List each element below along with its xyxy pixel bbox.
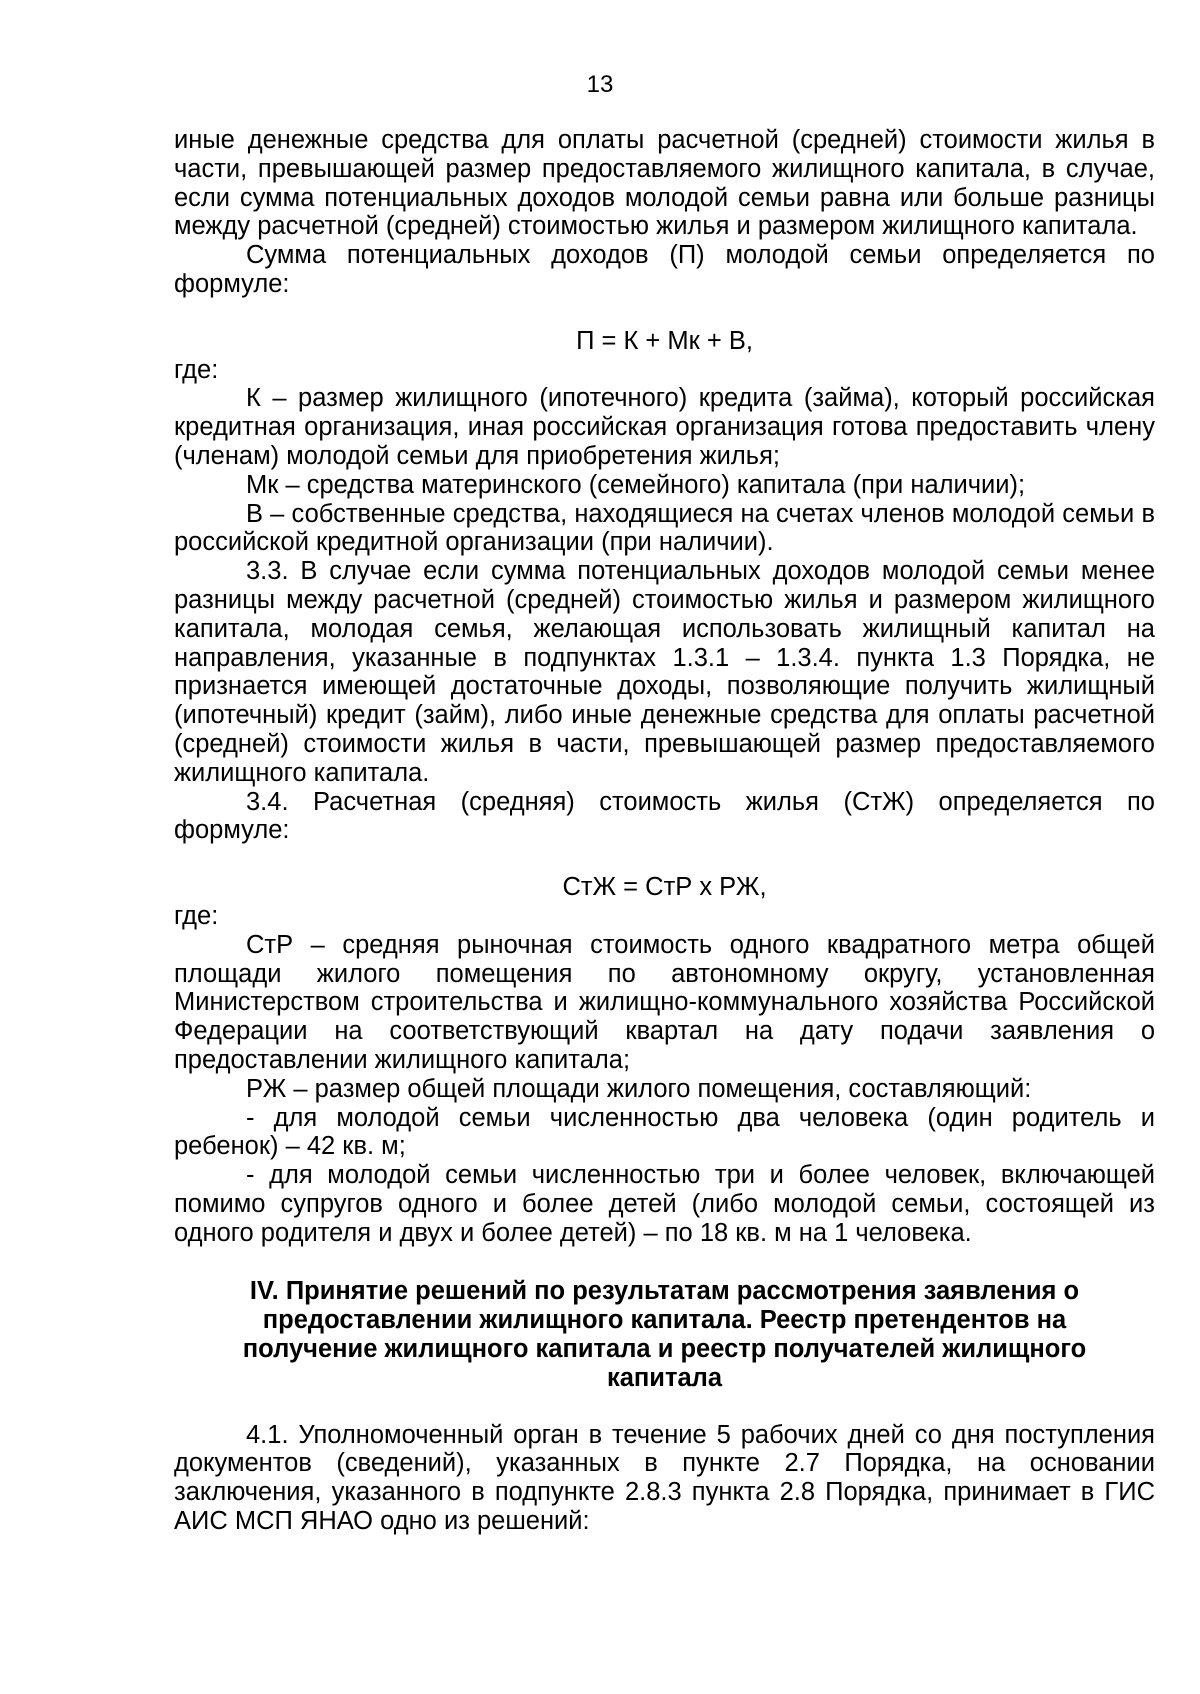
where-label: где: (174, 901, 219, 930)
paragraph-continuation: иные денежные средства для оплаты расчетной (средней) стоимости жилья в части, превышающей размер предоставляемого жилищного капитала, в случае, если сумма потенциальных доходов молодой семьи равна или больше разницы между расчетной (средней) стоимостью жилья и размером жилищного капитала. (174, 126, 1155, 241)
section-heading-iv: IV. Принятие решений по результатам рассмотрения заявления о предоставлении жилищного капитала. Реестр претендентов на получение жилищного капитала и реестр получателей жилищного капитала (242, 1277, 1087, 1392)
definition-str: СтР – средняя рыночная стоимость одного квадратного метра общей площади жилого помещения по автономному округу, установленная Министерством строительства и жилищно-коммунального хозяйства Российской Федерации на соответствующий квартал на дату подачи заявления о предоставлении жилищного капитала; (174, 930, 1155, 1074)
document-body (174, 126, 1155, 1536)
formula-potential-income: П = К + Мк + В, (576, 326, 753, 355)
page-number: 13 (586, 71, 614, 98)
clause-3-3: 3.3. В случае если сумма потенциальных доходов молодой семьи менее разницы между расчетной (средней) стоимостью жилья и размером жилищного капитала, молодая семья, желающая использовать жилищный капитал на направления, указанные в подпунктах 1.3.1 – 1.3.4. пункта 1.3 Порядка, не признается имеющей достаточные доходы, позволяющие получить жилищный (ипотечный) кредит (займ), либо иные денежные средства для оплаты расчетной (средней) стоимости жилья в части, превышающей размер предоставляемого жилищного капитала. (174, 557, 1155, 787)
definition-v: В – собственные средства, находящиеся на счетах членов молодой семьи в российской кредитной организации (при наличии). (174, 499, 1155, 557)
list-item-three-or-more: - для молодой семьи численностью три и более человек, включающей помимо супругов одного и более детей (либо молодой семьи, состоящей из одного родителя и двух и более детей) – по 18 кв. м на 1 человека. (174, 1161, 1155, 1247)
paragraph-potential-income-intro: Сумма потенциальных доходов (П) молодой семьи определяется по формуле: (174, 241, 1155, 298)
definition-k: К – размер жилищного (ипотечного) кредита (займа), который российская кредитная организация, иная российская организация готова предоставить члену (членам) молодой семьи для приобретения жилья; (174, 384, 1155, 470)
clause-4-1: 4.1. Уполномоченный орган в течение 5 рабочих дней со дня поступления документов (сведений), указанных в пункте 2.7 Порядка, на основании заключения, указанного в подпункте 2.8.3 пункта 2.8 Порядка, принимает в ГИС АИС МСП ЯНАО одно из решений: (174, 1420, 1155, 1536)
where-label: где: (174, 355, 219, 384)
clause-3-4: 3.4. Расчетная (средняя) стоимость жилья (СтЖ) определяется по формуле: (174, 787, 1155, 845)
definition-rzh: РЖ – размер общей площади жилого помещения, составляющий: (246, 1074, 1032, 1103)
formula-housing-cost: СтЖ = СтР х РЖ, (562, 873, 767, 902)
list-item-two-persons: - для молодой семьи численностью два человека (один родитель и ребенок) – 42 кв. м; (174, 1103, 1155, 1161)
definition-mk: Мк – средства материнского (семейного) капитала (при наличии); (246, 470, 1026, 499)
